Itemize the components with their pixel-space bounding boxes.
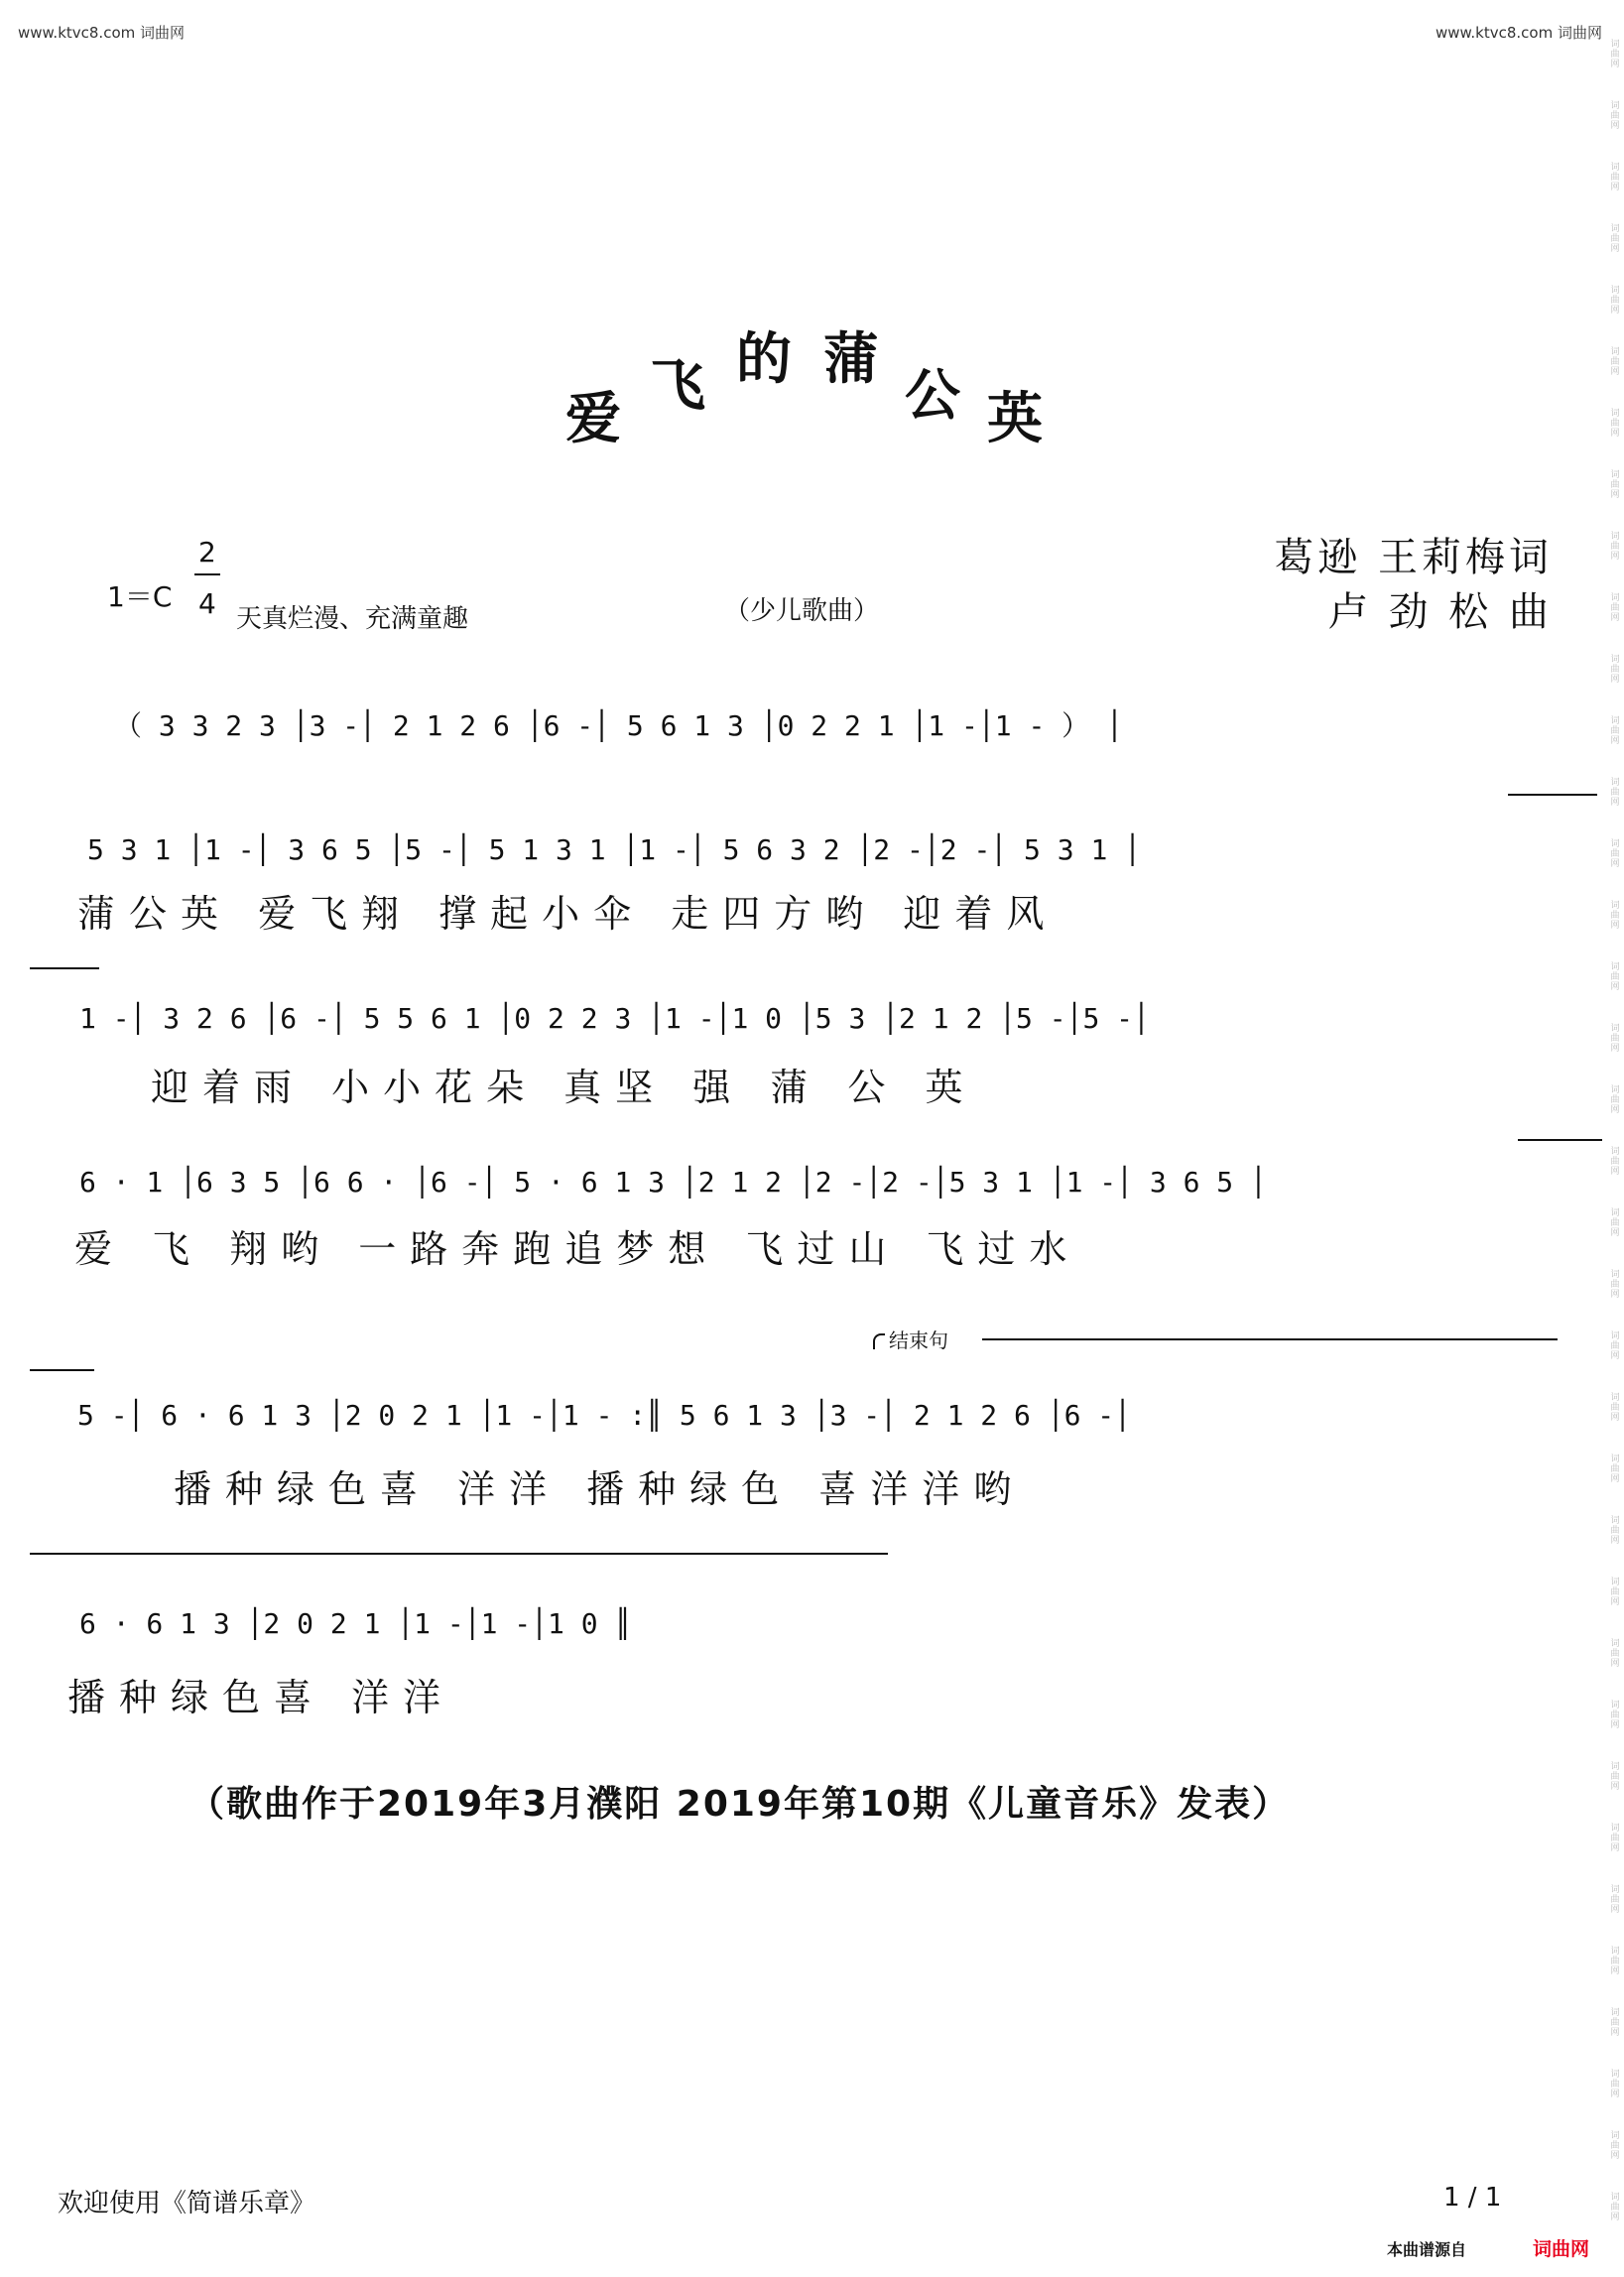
watermark-mark: 词 曲 网 <box>1610 347 1620 377</box>
watermark-mark: 词 曲 网 <box>1610 532 1620 562</box>
watermark-mark: 词 曲 网 <box>1610 1578 1620 1607</box>
ending-bracket-line <box>982 1338 1558 1340</box>
watermark-mark: 词 曲 网 <box>1610 224 1620 254</box>
source-brand-logo: 词曲网 <box>1533 2238 1590 2260</box>
watermark-mark: 词 曲 网 <box>1610 1824 1620 1853</box>
title-char: 公 <box>905 364 960 429</box>
watermark-mark: 词 曲 网 <box>1610 1270 1620 1300</box>
notation-line-4: 6 · 1 │6 3 5 │6 6 · │6 -│ 5 · 6 1 3 │2 1 2 │2 -│2 -│5 3 1 │1 -│ 3 6 5 │ <box>79 1166 1267 1199</box>
genre-label: （少儿歌曲） <box>724 596 880 626</box>
lyrics-line-4: 爱 飞 翔哟 一路奔跑追梦想 飞过山 飞过水 <box>74 1227 1081 1271</box>
watermark-mark: 词 曲 网 <box>1610 2070 1620 2099</box>
ending-label-text: 结束句 <box>889 1328 948 1352</box>
watermark-mark: 词 曲 网 <box>1610 2008 1620 2038</box>
watermark-mark: 词 曲 网 <box>1610 1208 1620 1238</box>
watermark-mark: 词 曲 网 <box>1610 1024 1620 1054</box>
watermark-mark: 词 曲 网 <box>1610 1701 1620 1730</box>
publication-note: （歌曲作于2019年3月濮阳 2019年第10期《儿童音乐》发表） <box>188 1784 1291 1825</box>
watermark-mark: 词 曲 网 <box>1610 1147 1620 1177</box>
watermark-mark: 词 曲 网 <box>1610 655 1620 685</box>
notation-line-5: 5 -│ 6 · 6 1 3 │2 0 2 1 │1 -│1 - :║ 5 6 1 3 │3 -│ 2 1 2 6 │6 -│ <box>77 1399 1132 1432</box>
title-char: 英 <box>987 387 1043 451</box>
lyrics-line-3: 迎着雨 小小花朵 真坚 强 蒲 公 英 <box>151 1066 977 1109</box>
watermark-mark: 词 曲 网 <box>1610 1885 1620 1915</box>
watermark-mark: 词 曲 网 <box>1610 593 1620 623</box>
tie-line <box>1508 794 1597 796</box>
page-number: 1 / 1 <box>1443 2183 1502 2213</box>
lyrics-line-6: 播种绿色喜 洋洋 <box>67 1676 455 1719</box>
watermark-mark: 词 曲 网 <box>1610 286 1620 316</box>
lyrics-line-2: 蒲公英 爱飞翔 撑起小伞 走四方哟 迎着风 <box>77 892 1059 936</box>
title-char: 的 <box>736 327 792 392</box>
watermark-mark: 词 曲 网 <box>1610 163 1620 192</box>
notation-line-2: 5 3 1 │1 -│ 3 6 5 │5 -│ 5 1 3 1 │1 -│ 5 6 3 2 │2 -│2 -│ 5 3 1 │ <box>87 833 1142 866</box>
watermark-mark: 词 曲 网 <box>1610 1455 1620 1484</box>
watermark-mark: 词 曲 网 <box>1610 778 1620 808</box>
title-char: 爱 <box>565 387 621 451</box>
title-char: 飞 <box>650 354 705 419</box>
notation-line-1: （ 3 3 2 3 │3 -│ 2 1 2 6 │6 -│ 5 6 1 3 │0 2 2 1 │1 -│1 - ） │ <box>114 709 1123 742</box>
source-label: 本曲谱源自 <box>1387 2240 1467 2259</box>
ending-label <box>873 1325 948 1353</box>
watermark-mark: 词 曲 网 <box>1610 2193 1620 2222</box>
notation-line-6: 6 · 6 1 3 │2 0 2 1 │1 -│1 -│1 0 ║ <box>79 1607 632 1640</box>
watermark-mark: 词 曲 网 <box>1610 1516 1620 1546</box>
lyrics-line-5: 播种绿色喜 洋洋 播种绿色 喜洋洋哟 <box>174 1467 1026 1511</box>
composer: 卢 劲 松 曲 <box>1327 589 1553 635</box>
watermark-mark: 词 曲 网 <box>1610 409 1620 439</box>
watermark-mark: 词 曲 网 <box>1610 839 1620 869</box>
footer-welcome: 欢迎使用《简谱乐章》 <box>58 2189 316 2218</box>
time-signature-line <box>194 573 220 575</box>
watermark-mark: 词 曲 网 <box>1610 716 1620 746</box>
watermark-mark: 词 曲 网 <box>1610 901 1620 931</box>
title-char: 蒲 <box>823 327 879 392</box>
watermark-mark: 词 曲 网 <box>1610 1085 1620 1115</box>
tempo-mood: 天真烂漫、充满童趣 <box>236 604 469 634</box>
time-signature-bottom: 4 <box>198 587 216 620</box>
tie-line <box>30 967 99 969</box>
lyricist: 葛逊 王莉梅词 <box>1274 535 1553 580</box>
watermark-mark: 词 曲 网 <box>1610 2131 1620 2161</box>
watermark-mark: 词 曲 网 <box>1610 1639 1620 1669</box>
watermark-mark: 词 曲 网 <box>1610 101 1620 131</box>
watermark-mark: 词 曲 网 <box>1610 962 1620 992</box>
watermark-mark: 词 曲 网 <box>1610 1762 1620 1792</box>
tie-line <box>30 1553 888 1555</box>
header-right-url: www.ktvc8.com 词曲网 <box>1435 24 1602 42</box>
tie-line <box>30 1369 94 1371</box>
notation-line-3: 1 -│ 3 2 6 │6 -│ 5 5 6 1 │0 2 2 3 │1 -│1 0 │5 3 │2 1 2 │5 -│5 -│ <box>79 1002 1150 1035</box>
watermark-mark: 词 曲 网 <box>1610 1393 1620 1423</box>
watermark-mark: 词 曲 网 <box>1610 470 1620 500</box>
time-signature-top: 2 <box>198 536 216 569</box>
watermark-mark: 词 曲 网 <box>1610 1331 1620 1361</box>
watermark-mark: 词 曲 网 <box>1610 1947 1620 1976</box>
tie-line <box>1518 1139 1602 1141</box>
key-signature: 1＝C <box>107 580 173 613</box>
header-left-url: www.ktvc8.com 词曲网 <box>18 24 186 42</box>
watermark-mark: 词 曲 网 <box>1610 40 1620 69</box>
